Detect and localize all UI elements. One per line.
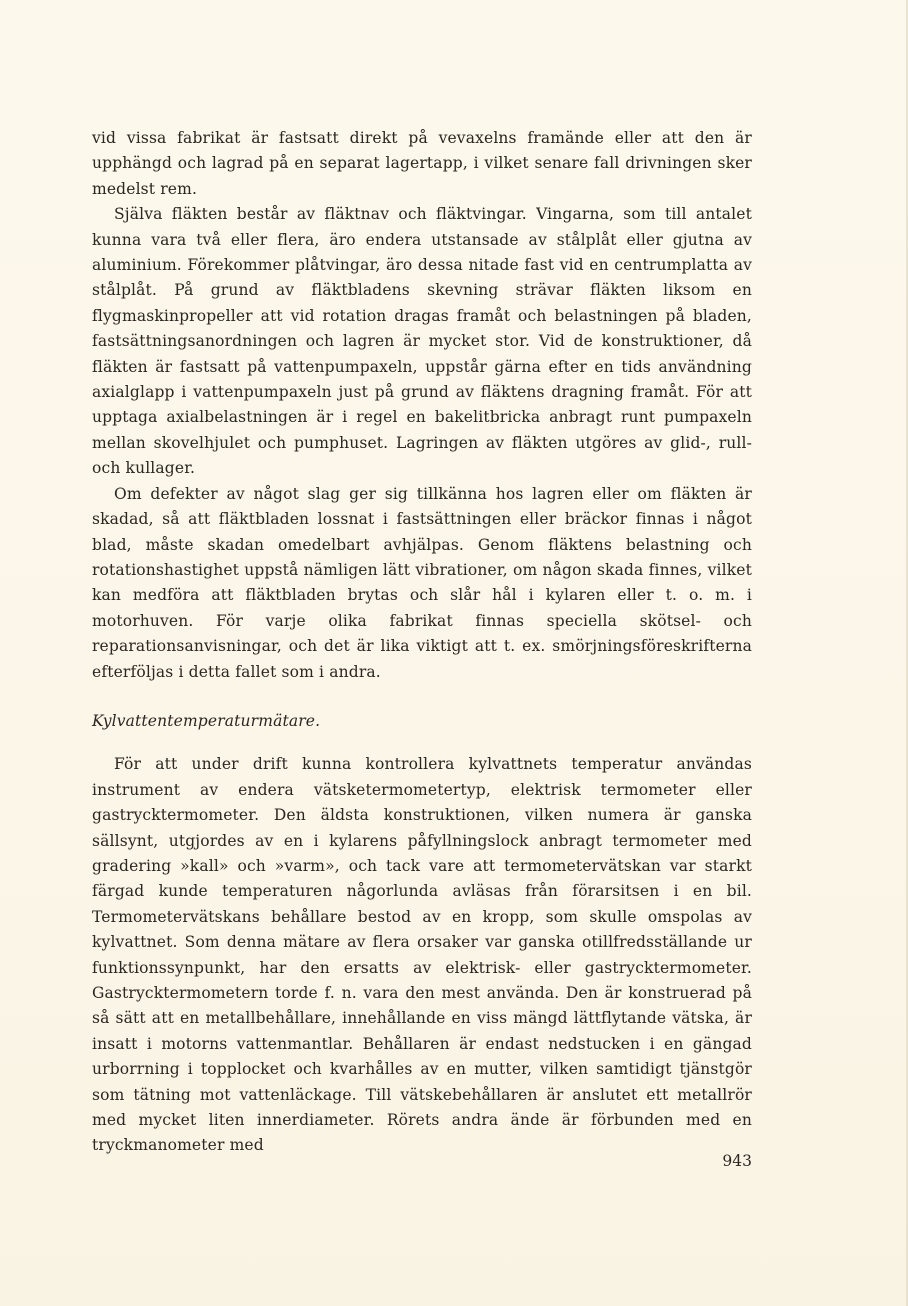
paragraph-defekter: Om defekter av något slag ger sig tillkänna hos lagren eller om fläkten är skadad, så att fläktbladen lossnat i fastsättningen eller bräckor finnas i något blad, måste skadan omedelbart avhjälpas. Genom fläktens belastning och rotationshastighet uppstå nämligen lätt vibrationer, om någon skada finnes, vilket kan medföra att fläktbladen brytas och slår hål i kylaren eller t. o. m. i motorhuven. För varje olika fabrikat finnas speciella skötsel- och reparationsanvisningar, och det är lika viktigt att t. ex. smörjningsföreskrifterna efterföljas i detta fallet som i andra. (92, 484, 752, 681)
paragraph-kylvatten: För att under drift kunna kontrollera kylvattnets temperatur användas instrument av endera vätsketermometertyp, elektrisk termometer eller gastrycktermometer. Den äldsta konstruktionen, vilken numera är ganska sällsynt, utgjordes av en i kylarens påfyllningslock anbragt termometer med gradering »kall» och »varm», och tack vare att termometervätskan var starkt färgad kunde temperaturen någorlunda avläsas från förarsitsen i en bil. Termometervätskans behållare bestod av en kropp, som skulle omspolas av kylvattnet. Som denna mätare av flera orsaker var ganska otillfredsställande ur funktionssynpunkt, har den ersatts av elektrisk- eller gastrycktermometer. Gastrycktermometern torde f. n. vara den mest använda. Den är konstruerad på så sätt att en metallbehållare, innehållande en viss mängd lättflytande vätska, är insatt i motorns vattenmantlar. Behållaren är endast nedstucken i en gängad urborrning i topplocket och kvarhålles av en mutter, vilken samtidigt tjänstgör som tätning mot vattenläckage. Till vätskebehållaren är anslutet ett metallrör med mycket liten innerdiameter. Rörets andra ände är förbunden med en tryckmanometer med (92, 755, 752, 1155)
paragraph-flakten: Själva fläkten består av fläktnav och fläktvingar. Vingarna, som till antalet kunna vara två eller flera, äro endera utstansade av stålplåt eller gjutna av aluminium. Förekommer plåtvingar, äro dessa nitade fast vid en centrumplatta av stålplåt. På grund av fläktbladens skevning strävar fläkten liksom en flygmaskinpropeller att vid rotation dragas framåt och belastningen på bladen, fastsättningsanordningen och lagren är mycket stor. Vid de konstruktioner, då fläkten är fastsatt på vattenpumpaxeln, uppstår gärna efter en tids användning axialglapp i vattenpumpaxeln just på grund av fläktens dragning framåt. För att upptaga axialbelastningen är i regel en bakelitbricka anbragt runt pumpaxeln mellan skovelhjulet och pumphuset. Lagringen av fläkten utgöres av glid-, rull- och kullager. (92, 205, 752, 478)
page-number: 943 (722, 1152, 752, 1170)
paragraph-continuation: vid vissa fabrikat är fastsatt direkt på vevaxelns framände eller att den är upphängd och lagrad på en separat lagertapp, i vilket senare fall drivningen sker medelst rem. (92, 129, 752, 198)
body-text (92, 126, 752, 1159)
section-heading: Kylvattentemperaturmätare. (92, 711, 321, 730)
